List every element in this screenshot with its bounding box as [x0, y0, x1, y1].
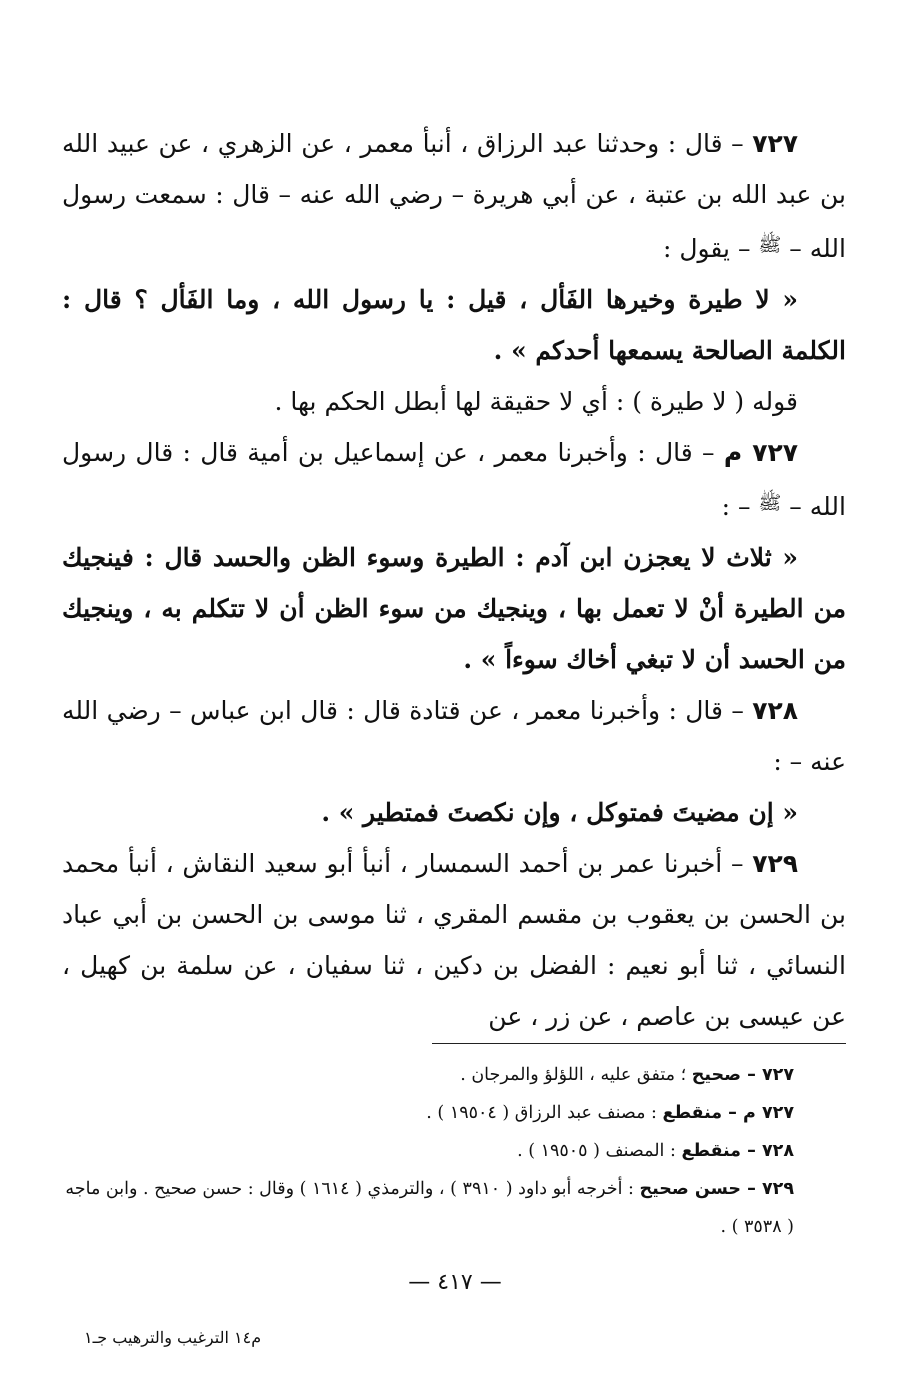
- isnad-text: – قال : وأخبرنا معمر ، عن إسماعيل بن أمية قال : قال رسول الله –: [62, 438, 846, 521]
- footnote-text: : أخرجه أبو داود ( ٣٩١٠ ) ، والترمذي ( ١٦١٤ ) وقال : حسن صحيح . وابن ماجه ( ٣٥٣٨ ) .: [65, 1179, 794, 1237]
- footnote-text: ؛ متفق عليه ، اللؤلؤ والمرجان .: [460, 1065, 692, 1085]
- footnote-number: ٧٢٧ م: [743, 1103, 794, 1123]
- footnote: ٧٢٧ م – منقطع : مصنف عبد الرزاق ( ١٩٥٠٤ ) .: [426, 1103, 794, 1123]
- footnote-grade: صحيح: [691, 1065, 742, 1085]
- hadith-728-matn: « إن مضيتَ فمتوكل ، وإن نكصتَ فمتطير » .: [321, 798, 798, 827]
- hadith-number: ٧٢٧: [752, 129, 798, 158]
- isnad-text: – قال : وأخبرنا معمر ، عن قتادة قال : قال ابن عباس – رضي الله عنه – :: [62, 696, 846, 776]
- hadith-number: ٧٢٩: [752, 849, 798, 878]
- footnote-number: ٧٢٨: [761, 1141, 794, 1161]
- footnote-divider: [432, 1043, 846, 1044]
- hadith-727-matn: « لا طيرة وخيرها الفَأل ، قيل : يا رسول الله ، وما الفَأل ؟ قال : الكلمة الصالحة يسمعها أحدكم » .: [62, 285, 846, 365]
- hadith-number: ٧٢٨: [752, 696, 798, 725]
- salutation-symbol: ﷺ: [758, 234, 782, 256]
- isnad-text: – أخبرنا عمر بن أحمد السمسار ، أنبأ أبو سعيد النقاش ، أنبأ محمد بن الحسن بن يعقوب بن مقسم المقري ، ثنا موسى بن الحسن بن أبي عباد النسائي ، ثنا أبو نعيم : الفضل بن دكين ، ثنا سفيان ، عن سلمة بن كهيل ، عن عيسى بن عاصم ، عن زر ، عن: [62, 849, 846, 1031]
- hadith-number: ٧٢٧ م: [723, 438, 798, 467]
- print-signature: م١٤ الترغيب والترهيب جـ١: [84, 1328, 262, 1347]
- isnad-text-end: – :: [721, 492, 759, 521]
- footnote: ٧٢٩ – حسن صحيح : أخرجه أبو داود ( ٣٩١٠ ) ، والترمذي ( ١٦١٤ ) وقال : حسن صحيح . وابن ماجه ( ٣٥٣٨ ) .: [65, 1179, 794, 1237]
- footnote-number: ٧٢٩: [761, 1179, 794, 1199]
- isnad-text-end: – يقول :: [662, 234, 759, 263]
- hadith-728-isnad: [62, 685, 846, 787]
- hadith-727-isnad: [62, 118, 846, 274]
- footnote-text: : المصنف ( ١٩٥٠٥ ) .: [517, 1141, 682, 1161]
- footnote-grade: منقطع: [681, 1141, 742, 1161]
- page-number: — ٤١٧ —: [408, 1270, 502, 1295]
- salutation-symbol: ﷺ: [758, 492, 782, 514]
- hadith-729-isnad: [62, 838, 846, 1042]
- footnote: ٧٢٧ – صحيح ؛ متفق عليه ، اللؤلؤ والمرجان .: [460, 1065, 794, 1085]
- hadith-727m-matn: « ثلاث لا يعجزن ابن آدم : الطيرة وسوء الظن والحسد قال : فينجيك من الطيرة أنْ لا تعمل بها ، وينجيك من سوء الظن أن لا تتكلم به ، وينجيك من الحسد أن لا تبغي أخاك سوءاً » .: [62, 543, 846, 674]
- footnotes: [62, 1056, 846, 1246]
- footnote: ٧٢٨ – منقطع : المصنف ( ١٩٥٠٥ ) .: [517, 1141, 794, 1161]
- footnote-text: : مصنف عبد الرزاق ( ١٩٥٠٤ ) .: [426, 1103, 663, 1123]
- footnote-grade: منقطع: [662, 1103, 723, 1123]
- commentary-727: قوله ( لا طيرة ) : أي لا حقيقة لها أبطل الحكم بها .: [274, 387, 798, 416]
- main-text: [62, 118, 846, 1042]
- isnad-text: – قال : وحدثنا عبد الرزاق ، أنبأ معمر ، عن الزهري ، عن عبيد الله بن عبد الله بن عتبة ، عن أبي هريرة – رضي الله عنه – قال : سمعت رسول الله –: [62, 129, 846, 263]
- hadith-727m-isnad: [62, 427, 846, 532]
- footnote-grade: حسن صحيح: [639, 1179, 742, 1199]
- footnote-number: ٧٢٧: [761, 1065, 794, 1085]
